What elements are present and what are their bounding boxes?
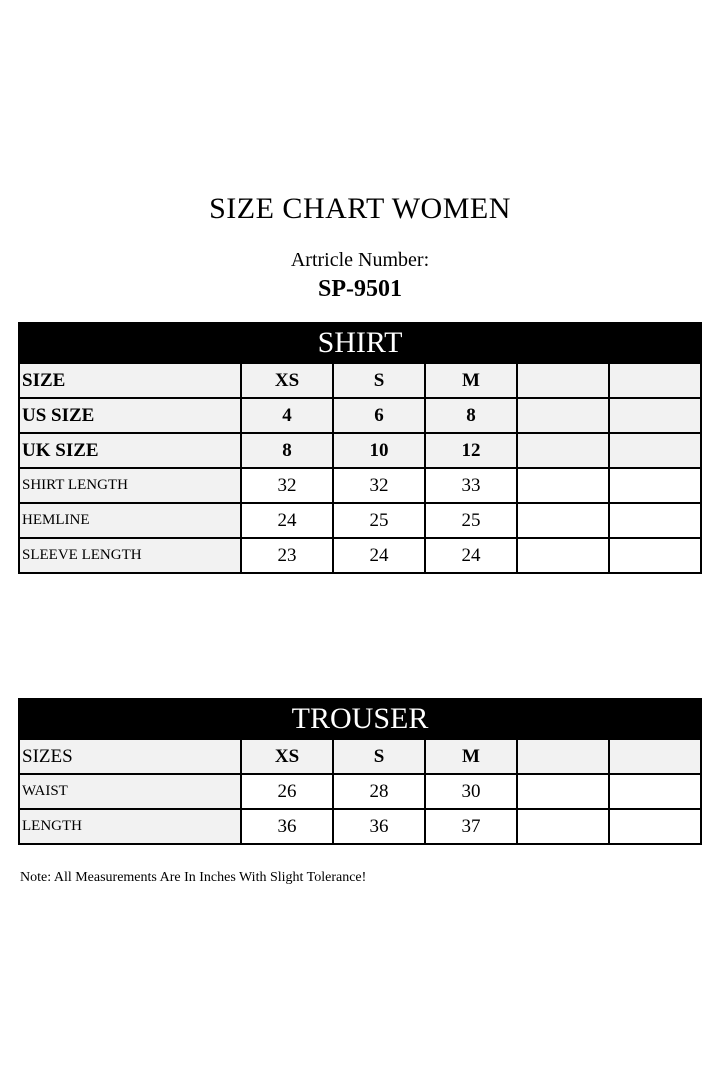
table-row (19, 503, 701, 538)
shirt-size-chart (18, 322, 702, 574)
shirt-table (18, 362, 702, 574)
row-label: HEMLINE (19, 503, 241, 538)
table-cell: 8 (425, 398, 517, 433)
table-cell (517, 809, 609, 844)
table-cell: 24 (333, 538, 425, 573)
row-label: SIZES (19, 739, 241, 774)
table-row (19, 433, 701, 468)
row-label: US SIZE (19, 398, 241, 433)
table-cell (517, 503, 609, 538)
table-cell: 24 (425, 538, 517, 573)
table-cell: 25 (333, 503, 425, 538)
row-label: WAIST (19, 774, 241, 809)
table-cell: XS (241, 739, 333, 774)
shirt-header: SHIRT (18, 322, 702, 362)
table-cell (517, 468, 609, 503)
table-row (19, 538, 701, 573)
table-row (19, 363, 701, 398)
table-cell (517, 739, 609, 774)
article-number: SP-9501 (318, 276, 402, 302)
table-cell (517, 363, 609, 398)
article-number-label: Artricle Number: (290, 249, 430, 271)
table-cell: M (425, 363, 517, 398)
table-cell (517, 774, 609, 809)
table-cell (609, 774, 701, 809)
table-cell: 10 (333, 433, 425, 468)
table-cell: 32 (333, 468, 425, 503)
table-cell: 28 (333, 774, 425, 809)
table-cell: 25 (425, 503, 517, 538)
table-cell: 32 (241, 468, 333, 503)
table-cell (609, 809, 701, 844)
row-label: UK SIZE (19, 433, 241, 468)
table-cell: 12 (425, 433, 517, 468)
table-cell (609, 363, 701, 398)
table-cell (517, 398, 609, 433)
table-cell (517, 538, 609, 573)
table-cell (609, 433, 701, 468)
table-cell: 8 (241, 433, 333, 468)
table-cell: XS (241, 363, 333, 398)
table-cell (609, 398, 701, 433)
table-cell: 30 (425, 774, 517, 809)
table-cell: 4 (241, 398, 333, 433)
table-cell: 37 (425, 809, 517, 844)
trouser-table (18, 738, 702, 845)
table-cell (609, 538, 701, 573)
trouser-size-chart (18, 698, 702, 845)
table-cell: 36 (241, 809, 333, 844)
table-row (19, 398, 701, 433)
row-label: LENGTH (19, 809, 241, 844)
table-cell (609, 468, 701, 503)
table-cell: 26 (241, 774, 333, 809)
table-cell: S (333, 739, 425, 774)
table-cell (609, 739, 701, 774)
table-row (19, 468, 701, 503)
table-cell: M (425, 739, 517, 774)
table-row (19, 739, 701, 774)
table-cell (609, 503, 701, 538)
page-title: SIZE CHART WOMEN (209, 192, 511, 225)
row-label: SHIRT LENGTH (19, 468, 241, 503)
table-row (19, 809, 701, 844)
trouser-header: TROUSER (18, 698, 702, 738)
measurement-note: Note: All Measurements Are In Inches With Slight Tolerance! (20, 870, 367, 885)
table-row (19, 774, 701, 809)
table-cell: 36 (333, 809, 425, 844)
row-label: SIZE (19, 363, 241, 398)
table-cell: S (333, 363, 425, 398)
table-cell: 23 (241, 538, 333, 573)
table-cell: 6 (333, 398, 425, 433)
row-label: SLEEVE LENGTH (19, 538, 241, 573)
table-cell: 33 (425, 468, 517, 503)
table-cell (517, 433, 609, 468)
table-cell: 24 (241, 503, 333, 538)
